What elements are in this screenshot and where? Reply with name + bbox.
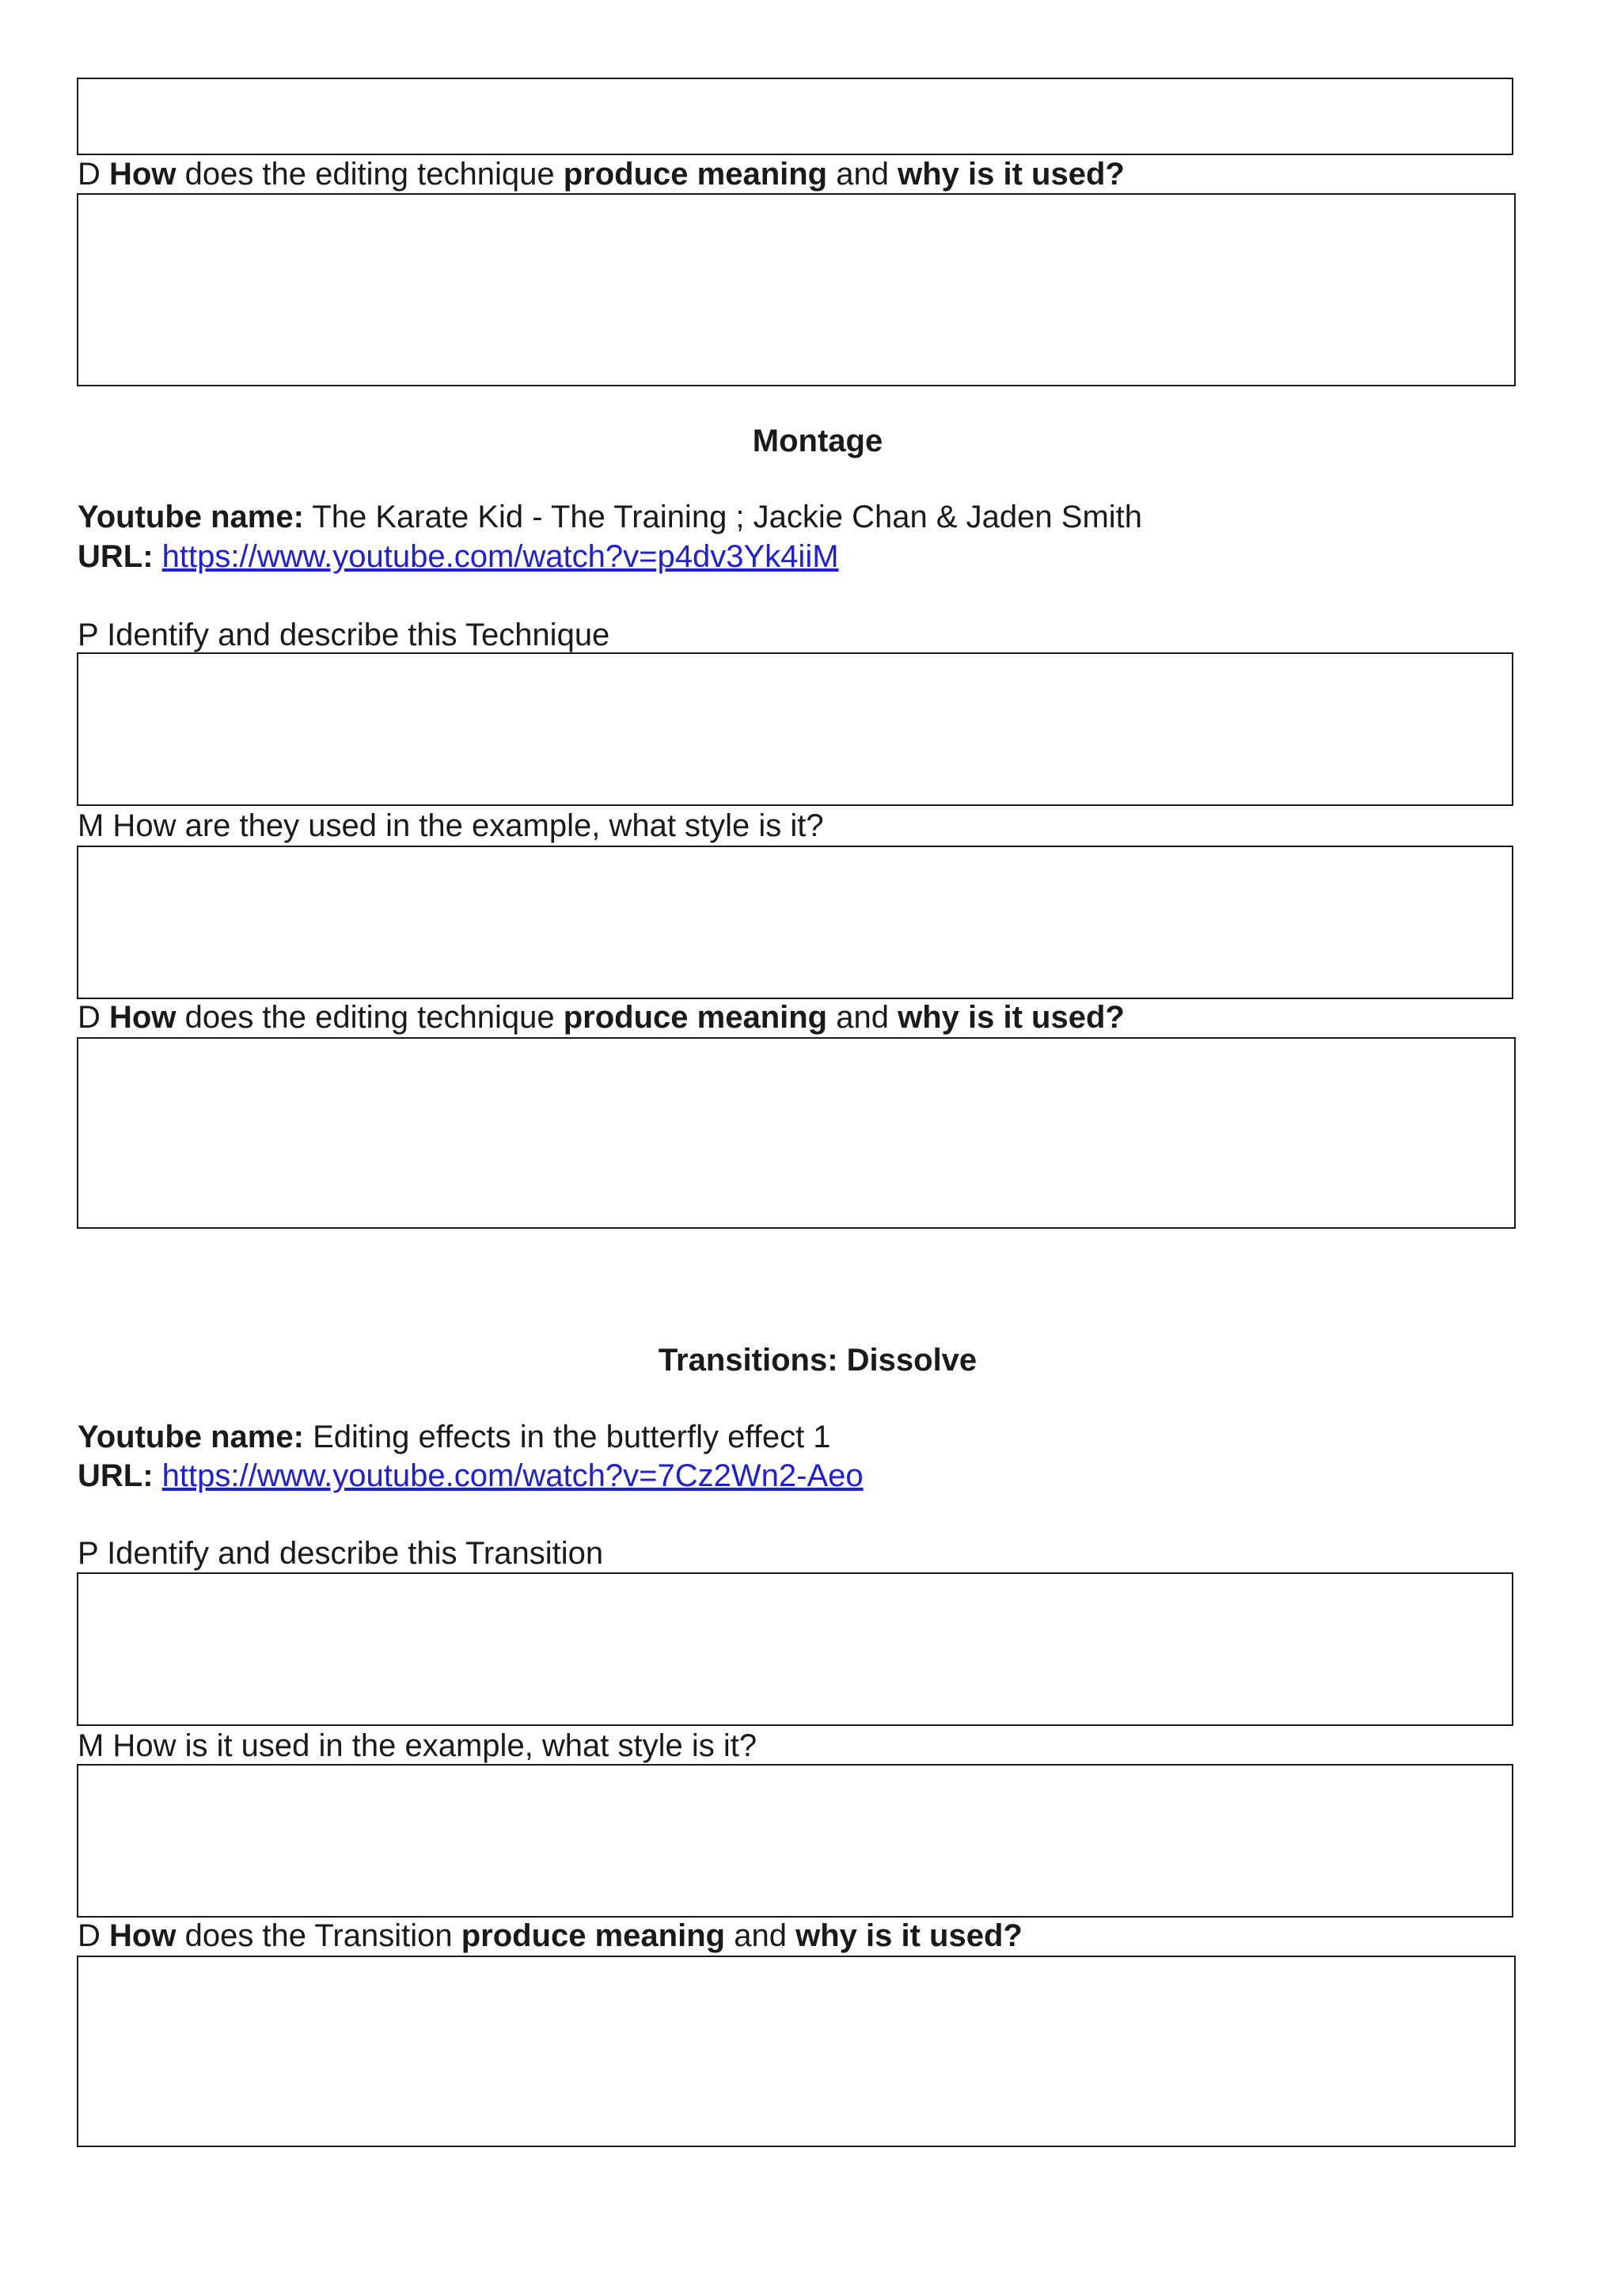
d-question-top: D How does the editing technique produce meaning and why is it used? xyxy=(78,157,1125,192)
montage-d-question: D How does the editing technique produce meaning and why is it used? xyxy=(78,1000,1125,1035)
dissolve-p-answer-box[interactable] xyxy=(77,1572,1513,1726)
montage-m-question: M How are they used in the example, what style is it? xyxy=(78,808,824,843)
dissolve-d-question: D How does the Transition produce meaning and why is it used? xyxy=(78,1918,1023,1953)
d-answer-box-top[interactable] xyxy=(77,193,1516,386)
montage-url-line: URL: https://www.youtube.com/watch?v=p4dv3Yk4iiM xyxy=(78,539,839,574)
montage-p-question: P Identify and describe this Technique xyxy=(78,618,610,652)
dissolve-title: Transitions: Dissolve xyxy=(658,1343,978,1378)
montage-youtube-name: Youtube name: The Karate Kid - The Training ; Jackie Chan & Jaden Smith xyxy=(78,500,1143,534)
dissolve-youtube-name: Youtube name: Editing effects in the butterfly effect 1 xyxy=(78,1420,831,1454)
montage-p-answer-box[interactable] xyxy=(77,652,1513,806)
dissolve-m-answer-box[interactable] xyxy=(77,1764,1513,1918)
dissolve-p-question: P Identify and describe this Transition xyxy=(78,1536,604,1571)
answer-box-top[interactable] xyxy=(77,78,1513,155)
dissolve-url-line: URL: https://www.youtube.com/watch?v=7Cz2Wn2-Aeo xyxy=(78,1458,864,1493)
montage-title: Montage xyxy=(752,424,883,458)
dissolve-d-answer-box[interactable] xyxy=(77,1956,1516,2147)
montage-d-answer-box[interactable] xyxy=(77,1037,1516,1229)
dissolve-url-link[interactable]: https://www.youtube.com/watch?v=7Cz2Wn2-Aeo xyxy=(161,1458,864,1493)
dissolve-m-question: M How is it used in the example, what style is it? xyxy=(78,1728,757,1763)
montage-url-link[interactable]: https://www.youtube.com/watch?v=p4dv3Yk4iiM xyxy=(161,539,839,574)
montage-m-answer-box[interactable] xyxy=(77,846,1513,999)
